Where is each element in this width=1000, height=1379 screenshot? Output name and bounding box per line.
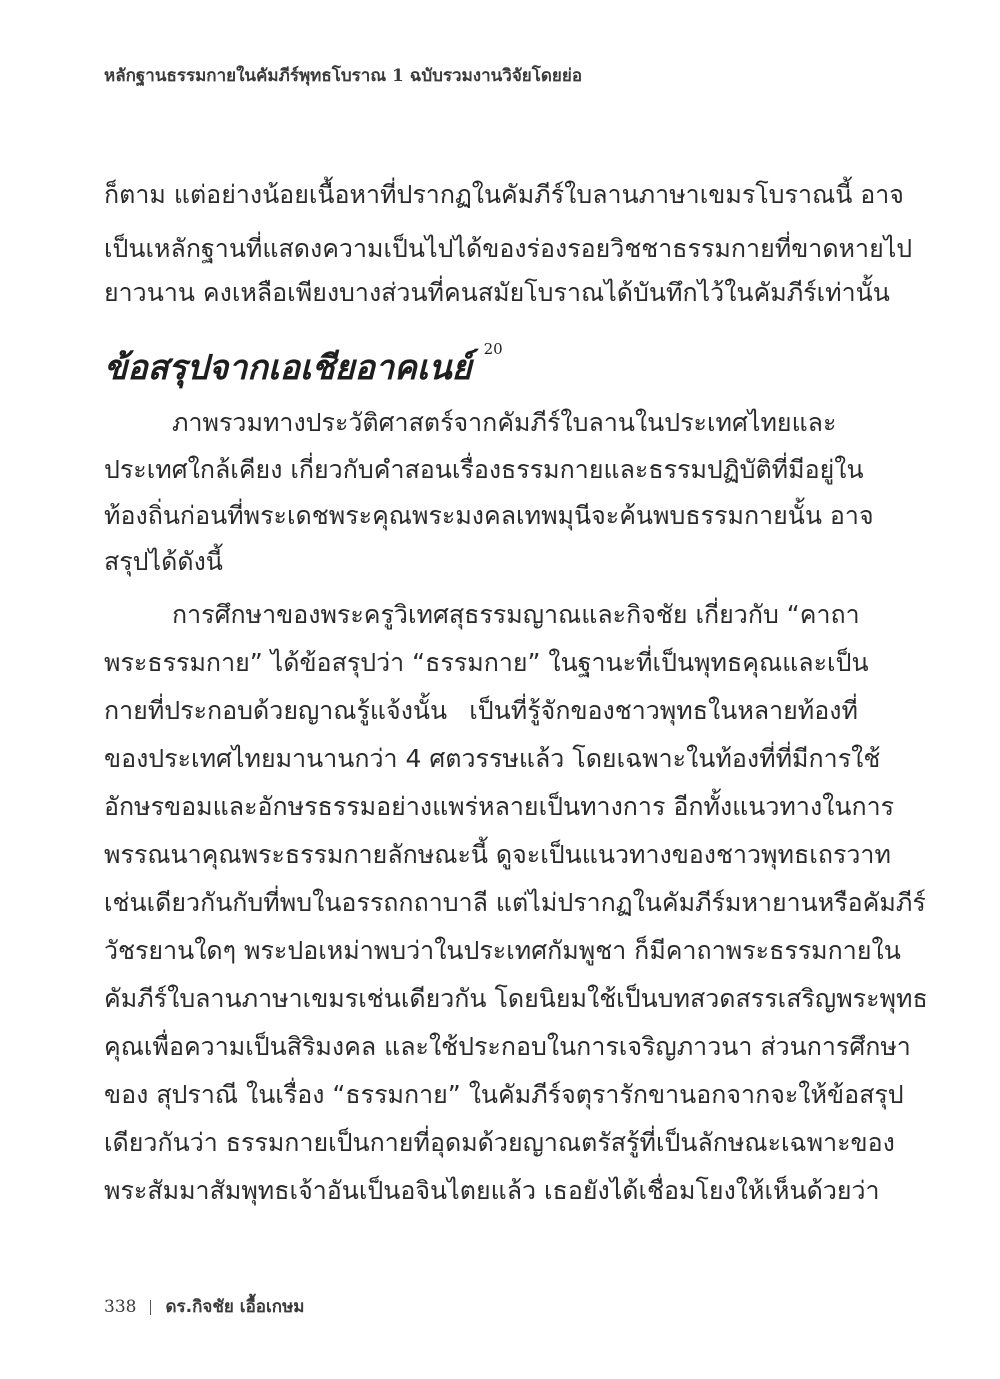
section-heading [104,340,503,394]
running-header: หลักฐานธรรมกายในคัมภีร์พุทธโบราณ 1 ฉบับรวมงานวิจัยโดยย่อ [104,66,583,86]
paragraph-line: ประเทศใกล้เคียง เกี่ยวกับคำสอนเรื่องธรรมกายและธรรมปฏิบัติที่มีอยู่ใน [104,455,864,484]
paragraph-line: ท้องถิ่นก่อนที่พระเดชพระคุณพระมงคลเทพมุนีจะค้นพบธรรมกายนั้น อาจ [104,501,874,530]
page-footer [104,1293,305,1320]
paragraph-line: เดียวกันว่า ธรรมกายเป็นกายที่อุดมด้วยญาณตรัสรู้ที่เป็นลักษณะเฉพาะของ [104,1128,895,1157]
paragraph-line: พระสัมมาสัมพุทธเจ้าอันเป็นอจินไตยแล้ว เธอยังได้เชื่อมโยงให้เห็นด้วยว่า [104,1176,880,1205]
section-heading-text: ข้อสรุปจากเอเชียอาคเนย์ [104,348,472,388]
page-number: 338 [104,1297,137,1317]
paragraph-line: คัมภีร์ใบลานภาษาเขมรเช่นเดียวกัน โดยนิยมใช้เป็นบทสวดสรรเสริญพระพุทธ [104,984,928,1013]
paragraph-line: ของประเทศไทยมานานกว่า 4 ศตวรรษแล้ว โดยเฉพาะในท้องที่ที่มีการใช้ [104,744,881,773]
intro-line: เป็นเหลักฐานที่แสดงความเป็นไปได้ของร่องรอยวิชชาธรรมกายที่ขาดหายไป [104,234,913,263]
author-name: ดร.กิจชัย เอื้อเกษม [165,1297,305,1317]
paragraph-line: กายที่ประกอบด้วยญาณรู้แจ้งนั้น เป็นที่รู้จักของชาวพุทธในหลายท้องที่ [104,696,858,725]
paragraph-line: วัชรยานใดๆ พระปอเหม่าพบว่าในประเทศกัมพูชา ก็มีคาถาพระธรรมกายใน [104,936,901,965]
paragraph-line: ของ สุปราณี ในเรื่อง “ธรรมกาย” ในคัมภีร์จตุรารักขานอกจากจะให้ข้อสรุป [104,1080,904,1109]
paragraph-line: ภาพรวมทางประวัติศาสตร์จากคัมภีร์ใบลานในประเทศไทยและ [172,408,837,437]
paragraph-line: พระธรรมกาย” ได้ข้อสรุปว่า “ธรรมกาย” ในฐานะที่เป็นพุทธคุณและเป็น [104,648,869,677]
paragraph-line: เช่นเดียวกันกับที่พบในอรรถกถาบาลี แต่ไม่ปรากฏในคัมภีร์มหายานหรือคัมภีร์ [104,888,926,917]
paragraph-line: สรุปได้ดังนี้ [104,547,223,576]
paragraph-line: พรรณนาคุณพระธรรมกายลักษณะนี้ ดูจะเป็นแนวทางของชาวพุทธเถรวาท [104,840,891,869]
intro-line: ก็ตาม แต่อย่างน้อยเนื้อหาที่ปรากฏในคัมภีร์ใบลานภาษาเขมรโบราณนี้ อาจ [104,180,904,209]
footnote-reference: 20 [483,340,503,358]
intro-line: ยาวนาน คงเหลือเพียงบางส่วนที่คนสมัยโบราณได้บันทึกไว้ในคัมภีร์เท่านั้น [104,278,890,307]
footer-divider [150,1300,151,1315]
paragraph-line: คุณเพื่อความเป็นสิริมงคล และใช้ประกอบในการเจริญภาวนา ส่วนการศึกษา [104,1032,911,1061]
paragraph-line: การศึกษาของพระครูวิเทศสุธรรมญาณและกิจชัย เกี่ยวกับ “คาถา [172,600,860,629]
paragraph-line: อักษรขอมและอักษรธรรมอย่างแพร่หลายเป็นทางการ อีกทั้งแนวทางในการ [104,792,895,821]
